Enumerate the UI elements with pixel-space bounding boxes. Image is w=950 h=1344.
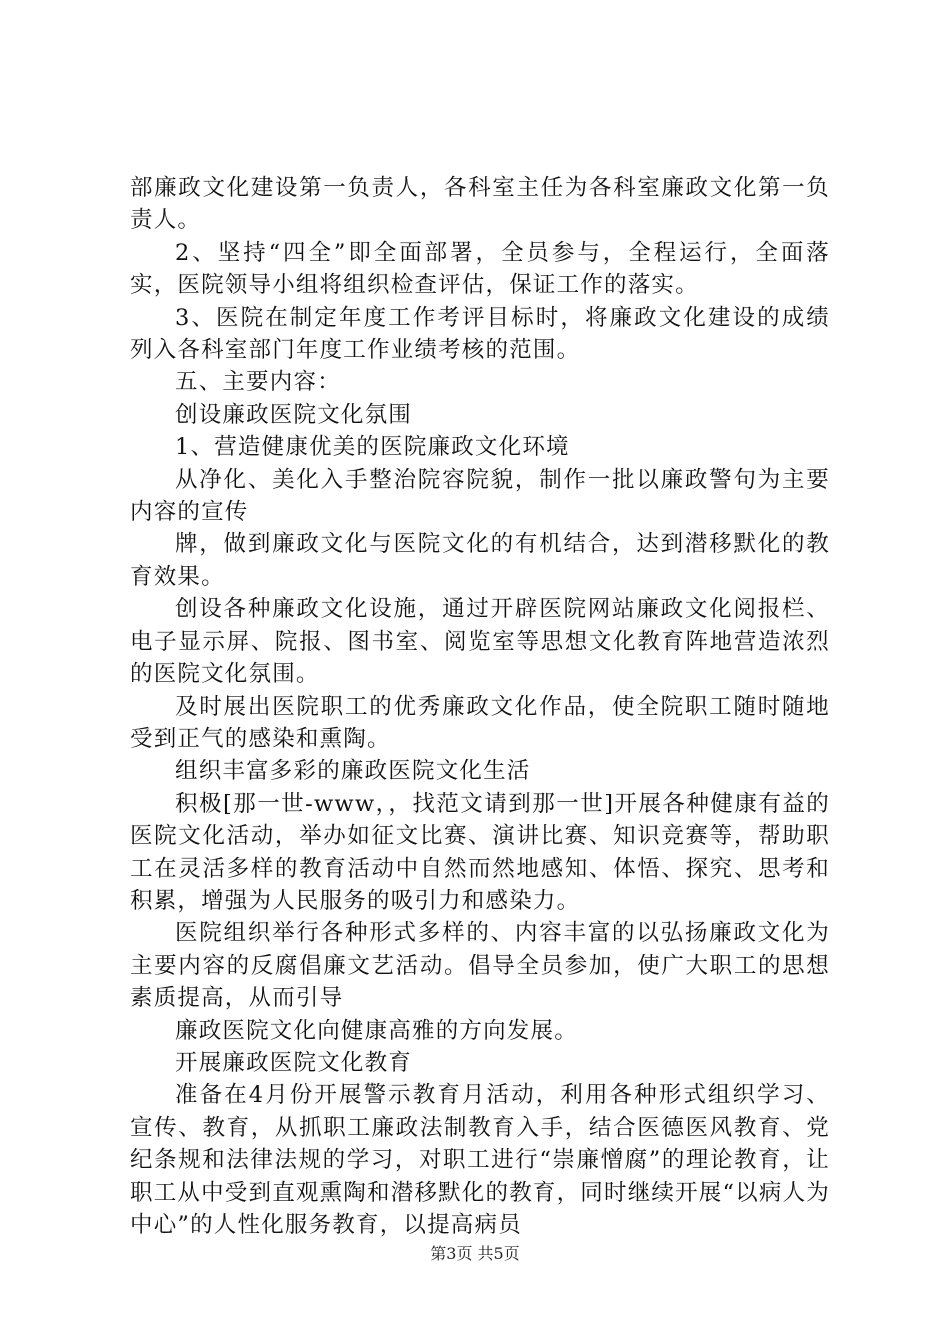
- paragraph: 医院组织举行各种形式多样的、内容丰富的以弘扬廉政文化为主要内容的反腐倡廉文艺活动。倡导全员参加，使广大职工的思想素质提高，从而引导: [130, 920, 830, 1012]
- paragraph: 积极[那一世-www，，找范文请到那一世]开展各种健康有益的医院文化活动，举办如征文比赛、演讲比赛、知识竞赛等，帮助职工在灵活多样的教育活动中自然而然地感知、体悟、探究、思考和积累，增强为人民服务的吸引力和感染力。: [130, 790, 830, 914]
- subsection-heading: 组织丰富多彩的廉政医院文化生活: [175, 758, 531, 785]
- subsection-heading: 开展廉政医院文化教育: [175, 1049, 413, 1076]
- paragraph: 廉政医院文化向健康高雅的方向发展。: [175, 1017, 578, 1044]
- paragraph: 及时展出医院职工的优秀廉政文化作品，使全院职工随时随地受到正气的感染和熏陶。: [130, 693, 830, 752]
- page-number-label: 第3页 共5页: [430, 1244, 520, 1263]
- subsection-heading: 1、营造健康优美的医院廉政文化环境: [175, 434, 570, 461]
- paragraph: 创设各种廉政文化设施，通过开辟医院网站廉政文化阅报栏、电子显示屏、院报、图书室、阅览室等思想文化教育阵地营造浓烈的医院文化氛围。: [130, 596, 830, 688]
- paragraph: 部廉政文化建设第一负责人，各科室主任为各科室廉政文化第一负责人。: [130, 175, 830, 234]
- paragraph: 2、坚持“四全”即全面部署，全员参与，全程运行，全面落实，医院领导小组将组织检查评估，保证工作的落实。: [130, 239, 830, 299]
- paragraph: 准备在4月份开展警示教育月活动，利用各种形式组织学习、宣传、教育，从抓职工廉政法制教育入手，结合医德医风教育、党纪条规和法律法规的学习，对职工进行“崇廉憎腐”的理论教育，让职工从中受到直观熏陶和潜移默化的教育，同时继续开展“以病人为中心”的人性化服务教育，以提高病员: [130, 1082, 831, 1238]
- paragraph: 3、医院在制定年度工作考评目标时，将廉政文化建设的成绩列入各科室部门年度工作业绩考核的范围。: [130, 304, 830, 364]
- document-body: [130, 172, 830, 1241]
- page-footer: [0, 1244, 950, 1264]
- subsection-heading: 创设廉政医院文化氛围: [175, 401, 413, 428]
- section-heading: 五、主要内容：: [175, 369, 341, 396]
- paragraph: 牌，做到廉政文化与医院文化的有机结合，达到潜移默化的教育效果。: [130, 531, 830, 590]
- paragraph: 从净化、美化入手整治院容院貌，制作一批以廉政警句为主要内容的宣传: [130, 466, 830, 526]
